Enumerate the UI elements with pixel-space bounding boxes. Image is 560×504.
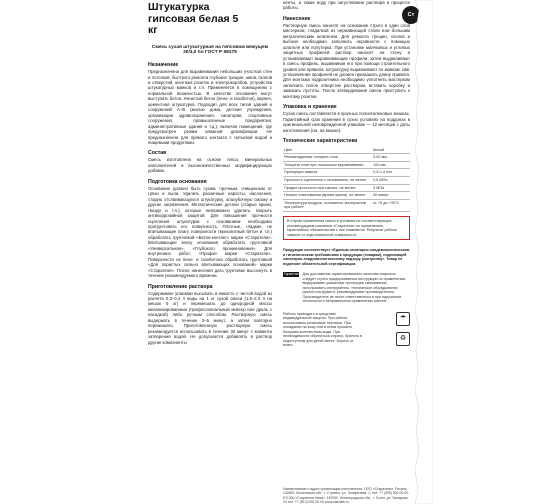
section-text-purpose: Предназначена для выравнивания небольших участков стен и потолков, быстрого ремонта глубоких трещин, швов, сколов и отверстий, монтажа розеток и электрокоробов, устройства штукатурных маяков и т.п. Применяется в помещениях с нормальной влажностью. В качестве основания могут выступать бетон, ячеистый бетон (пено- и газобетон), кирпич, цементная штукатурка. Подходит для всех типов зданий и сооружений А–В (жилые дома, детские учреждения, организации здравоохранения, санатории, спортивные сооружения, промышленные предприятия, административные здания и т.д.), включая помещения, где предусмотрен режим влажной дезинфекции. Не предназначена для прямого контакта с питьевой водой и пищевыми продуктами. bbox=[148, 69, 272, 145]
spec-name: Толщина слоя при локальном выравнивании bbox=[283, 161, 372, 169]
spec-name: Пропорции замеса bbox=[283, 169, 372, 177]
spec-title: Технические характеристики bbox=[283, 138, 358, 145]
section-text-composition: Смесь изготовлена на основе гипса, минеральных наполнителей и высококачественных модифицирующих добавок. bbox=[148, 157, 272, 174]
safety-text: Работы проводить в средствах индивидуальной защиты. При работе использовать резиновые перчатки. При попадании на кожу или в глаза промыть большим количеством воды. При необходимости обратиться к врачу. Хранить в недоступном для детей месте. Беречь от влаги. bbox=[283, 311, 363, 347]
spec-name: Цвет bbox=[283, 147, 372, 154]
torn-edge-decoration bbox=[415, 0, 433, 504]
warning-box: В случае применения смеси в условиях не соответствующих рекомендациям компании «Старатели» по применению, гарантийные обязательства с нее снимаются. Результат работы зависит от подготовленной поверхности. bbox=[283, 216, 410, 240]
section-heading-mixing: Приготовление раствора bbox=[148, 283, 213, 290]
section-heading-preparation: Подготовка основания bbox=[148, 178, 207, 185]
storage-icons bbox=[396, 312, 410, 346]
guarantee-block bbox=[283, 272, 410, 304]
spec-value: белый bbox=[372, 147, 410, 154]
spec-value: 0,5 МПа bbox=[372, 177, 410, 185]
table-row bbox=[283, 184, 410, 192]
product-title: Штукатурка гипсовая белая 5 кг bbox=[148, 1, 239, 36]
safety-row bbox=[283, 312, 410, 348]
table-row bbox=[283, 147, 410, 154]
spec-value: 100 мм bbox=[372, 161, 410, 169]
section-text-preparation: Основание должно быть сухим, прочным, очищенным от грязи и пыли. Удалить различные наросты, наслоения, старую отслаивающуюся штукатурку, опалубочную смазку и другие загрязнения. Металлические детали (старые крюки, гвозди и т.п.), которые невозможно удалить, покрыть антикоррозийной защитой. Для повышения прочности сцепления штукатурки с основанием необходимо прогрунтовать его поверхность. Плотные, гладкие, не впитывающие влагу поверхности (монолитный бетон и т.п.) обработать грунтовкой «Бетон-контакт» марки «Старатели». Впитывающие влагу основания обработать грунтовкой «Универсальная», «Глубокого проникновения». Для внутренних работ, «Профи» марки «Старатели». Поверхности из пено- и газобетона обработать грунтовкой «Для пористых сильно впитывающих оснований» марки «Старатели». После нанесения дать грунтовке высохнуть в течение рекомендуемого времени. bbox=[148, 185, 272, 279]
section-heading-storage: Упаковка и хранение bbox=[283, 104, 337, 111]
section-heading-purpose: Назначение bbox=[148, 62, 179, 69]
guarantee-badge: Гарантия bbox=[284, 272, 299, 276]
spec-value: 5-50 мм bbox=[372, 154, 410, 162]
spec-name: Температура воздуха, основания, материалов при работе bbox=[283, 199, 372, 211]
section-heading-composition: Состав bbox=[148, 150, 167, 157]
table-row bbox=[283, 154, 410, 162]
recycle-icon: ♻ bbox=[396, 332, 410, 346]
guarantee-text: Для достижения гарантированного качества покрытия следует строго придерживаться инструкции по применению, выдерживать указанные пропорции смешивания, использовать инструменты, техническое оборудование, ручной инструмент, рекомендуемые производителем. Производитель не несет ответственности при нарушении технологии и неправильном применении смесей. bbox=[302, 272, 407, 303]
spec-name: Предел прочности при сжатии, не менее bbox=[283, 184, 372, 192]
footer-area bbox=[283, 487, 410, 504]
spec-name: Начало схватывания (время жизни), не менее bbox=[283, 192, 372, 200]
section-text-application: Растворную смесь наносят на основание строго в один слой мастерком, гладилкой из нержавеющей стали или большим металлическим шпателем. Для ремонта трещин, сколов и выбоин необходимо заполнить неровности с помощью шпателя или полутерка. При установке маячковых и угловых защитных профилей раствор наносят на стену и устанавливают выравнивающие профили, затем выдавливают в смесь профиль, выравнивая его при помощи строительного уровня или правила. Штукатурку выравнивают по маякам. Шаг установления профилей не должен превышать длину правила. Для монтажа подрозетника необходимо уплотнить мастерком заполнить полое отверстие раствором, вставить коробку и замазать пустоты. После затвердевания смеси приступить к монтажу розетки. bbox=[283, 22, 410, 99]
spec-name: Прочность сцепления с основанием, не менее bbox=[283, 177, 372, 185]
right-column bbox=[283, 0, 410, 348]
section-heading-application: Нанесение bbox=[283, 15, 311, 22]
spec-table bbox=[283, 147, 410, 212]
keep-dry-umbrella-icon: ☂ bbox=[396, 312, 410, 326]
product-conformity-note: Продукция соответствует «Единым санитарно-эпидемиологическим и гигиеническим требованиям к продукции (товарам), подлежащей санитарно-эпидемиологическому надзору (контролю)». Товар не подлежит обязательной сертификации. bbox=[283, 248, 410, 266]
table-row bbox=[283, 192, 410, 200]
section-text-storage: Сухая смесь поставляется в прочных полиэтиленовых мешках. Гарантийный срок хранения в сухих условиях на поддонах в оригинальной неповрежденной упаковке — 12 месяцев с даты изготовления (см. на мешке). bbox=[283, 111, 410, 133]
spec-name: Рекомендуемая толщина слоя bbox=[283, 154, 372, 162]
table-row bbox=[283, 199, 410, 211]
intro-continuation: ненты, а также воду при загустевании раствора в процессе работы. bbox=[283, 0, 410, 11]
manufacturer-footer: Наименование и адрес организации-изготовителя: ООО «Старатели», Россия, 142800, Московская обл., г. Ступино, ул. Тимирязева, 1, тел. +7 (495) 000-00-00. ЕЭ 000 «Старатели-Нева», 187000, Ленинградская обл., г. Тосно, ул. Западная, 19 тел. +7 (812) 000-00-00 www.starateli.ru bbox=[283, 487, 410, 504]
table-row bbox=[283, 161, 410, 169]
spec-value: 0,3-0,4 л/кг bbox=[372, 169, 410, 177]
mix-specification: Смесь сухая штукатурная на гипсовом вяжущем 30/3,0 по ГОСТ Р 58279 bbox=[151, 44, 269, 56]
table-row bbox=[283, 177, 410, 185]
section-text-mixing: Содержимое упаковки высыпать в емкость с чистой водой из расчета 0,3–0,4 л воды на 1 кг сухой смеси (1,5–2,0 л на мешок 5 кг) и перемешать до однородной массы механизированным (профессиональный миксер или дрель с насадкой) либо ручным способом. Растворную смесь выдержать в течение 3–5 минут, а затем повторно перемешать. Приготовленную растворную смесь рекомендуется использовать в течение 30 минут с момента затворения водой. Не допускается добавлять в раствор другие компоненты bbox=[148, 290, 272, 345]
table-row bbox=[283, 169, 410, 177]
spec-value: 30 минут bbox=[372, 192, 410, 200]
brand-logo-icon: Ст bbox=[402, 6, 420, 24]
spec-value: 3 МПа bbox=[372, 184, 410, 192]
spec-value: от +5 до +30°С bbox=[372, 199, 410, 211]
